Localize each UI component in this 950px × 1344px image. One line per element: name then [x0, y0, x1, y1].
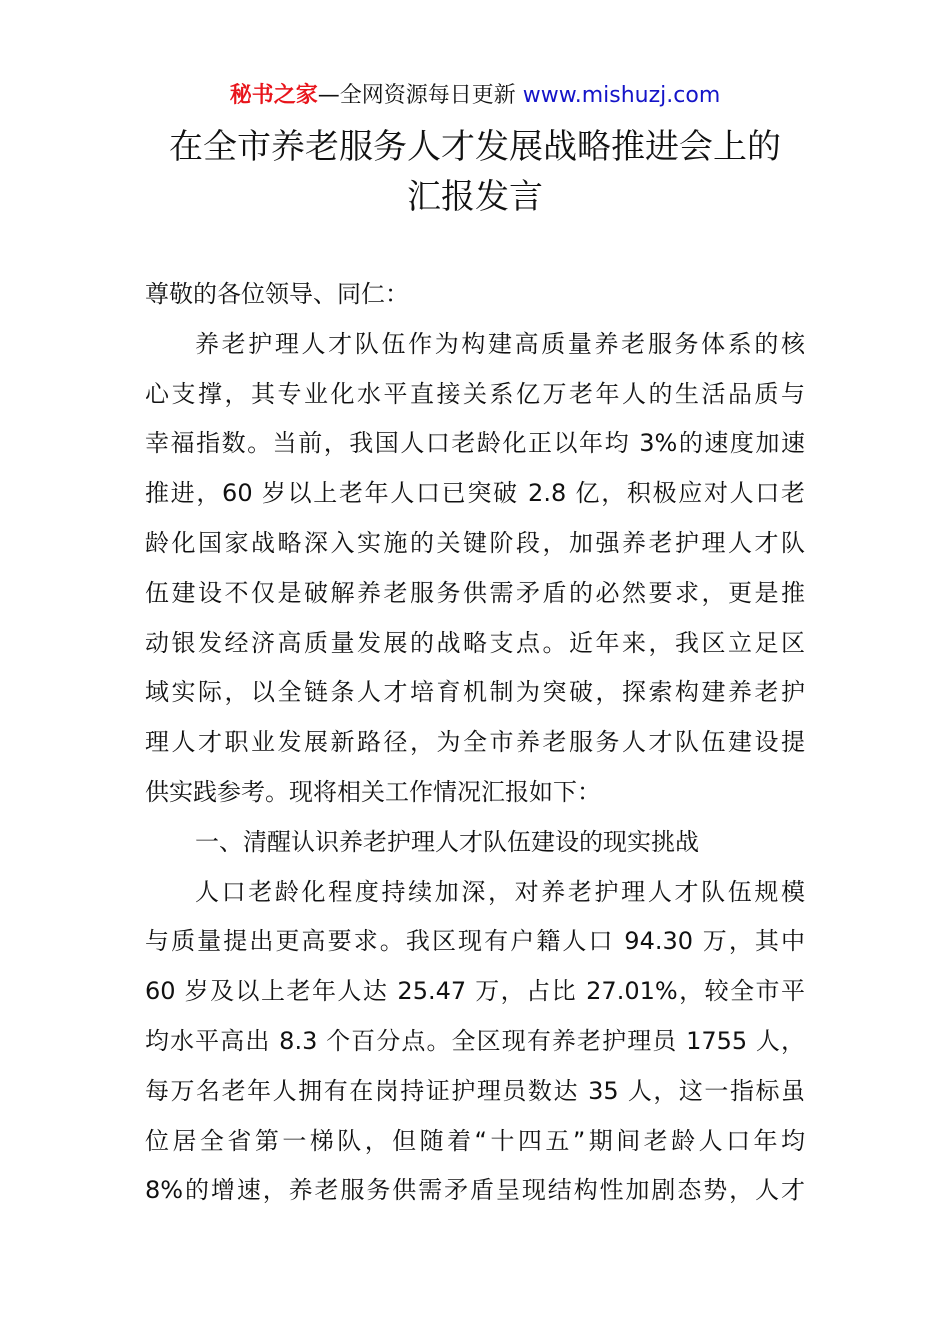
- body-text-line: 供实践参考。现将相关工作情况汇报如下：: [145, 777, 601, 806]
- body-text-line: 与质量提出更高要求。我区现有户籍人口 94.30 万，其中: [145, 927, 805, 956]
- site-url-link[interactable]: www.mishuzj.com: [522, 83, 721, 108]
- site-banner: [0, 80, 950, 112]
- body-text-line: 伍建设不仅是破解养老服务供需矛盾的必然要求，更是推: [145, 578, 805, 607]
- salutation: 尊敬的各位领导、同仁：: [145, 280, 409, 308]
- document-body: [145, 270, 805, 1216]
- document-title: [0, 122, 950, 222]
- body-text-line: 推进，60 岁以上老年人口已突破 2.8 亿，积极应对人口老: [145, 479, 805, 508]
- body-text-line: 理人才职业发展新路径，为全市养老服务人才队伍建设提: [145, 728, 805, 757]
- banner-slogan: —全网资源每日更新: [317, 83, 523, 108]
- title-line-1: 在全市养老服务人才发展战略推进会上的: [169, 127, 781, 167]
- brand-name: 秘书之家: [229, 83, 318, 108]
- section-heading: 一、清醒认识养老护理人才队伍建设的现实挑战: [195, 827, 699, 856]
- body-text-line: 位居全省第一梯队，但随着“十四五”期间老龄人口年均: [145, 1126, 805, 1155]
- body-text-line: 幸福指数。当前，我国人口老龄化正以年均 3%的速度加速: [145, 429, 805, 458]
- body-text-line: 龄化国家战略深入实施的关键阶段，加强养老护理人才队: [145, 528, 805, 557]
- body-text-line: 养老护理人才队伍作为构建高质量养老服务体系的核: [195, 329, 805, 358]
- title-line-2: 汇报发言: [407, 177, 543, 217]
- body-text-line: 均水平高出 8.3 个百分点。全区现有养老护理员 1755 人，: [145, 1026, 805, 1055]
- body-text-line: 动银发经济高质量发展的战略支点。近年来，我区立足区: [145, 628, 805, 657]
- body-text-line: 8%的增速，养老服务供需矛盾呈现结构性加剧态势，人才: [145, 1176, 805, 1205]
- body-text-line: 人口老龄化程度持续加深，对养老护理人才队伍规模: [195, 877, 805, 906]
- body-text-line: 域实际，以全链条人才培育机制为突破，探索构建养老护: [145, 678, 805, 707]
- body-text-line: 心支撑，其专业化水平直接关系亿万老年人的生活品质与: [145, 379, 805, 408]
- body-text-line: 60 岁及以上老年人达 25.47 万，占比 27.01%，较全市平: [145, 977, 805, 1006]
- body-text-line: 每万名老年人拥有在岗持证护理员数达 35 人，这一指标虽: [145, 1076, 805, 1105]
